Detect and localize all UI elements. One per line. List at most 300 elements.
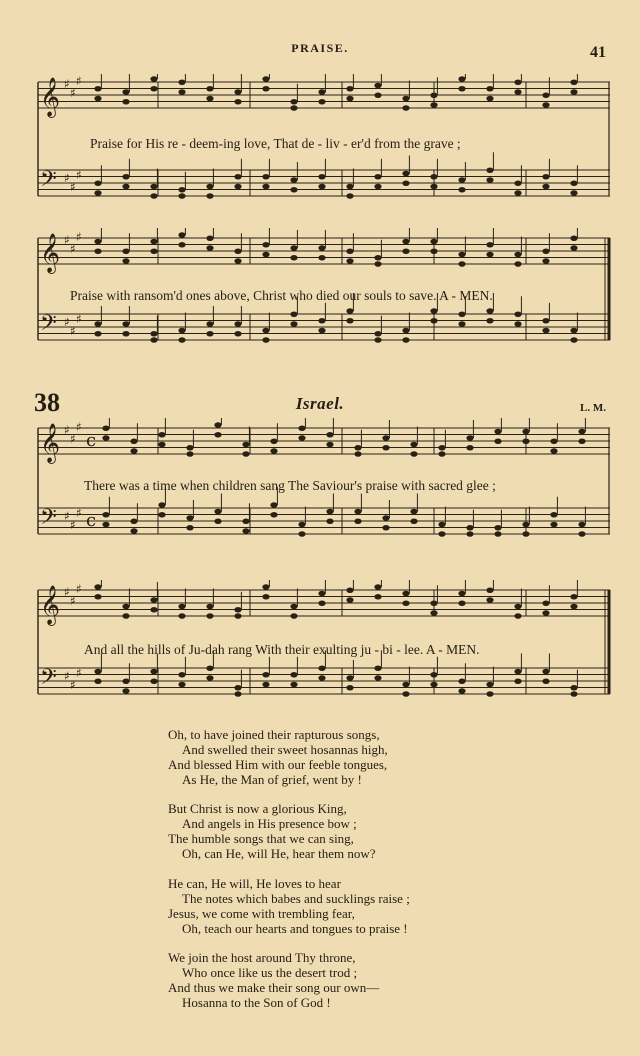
note-head [542, 318, 549, 324]
note-head [262, 594, 269, 600]
note-head [542, 248, 549, 254]
note-head [270, 502, 277, 508]
page-number: 41 [590, 44, 606, 61]
note-head [570, 79, 577, 85]
note-head [318, 184, 325, 190]
note-head [318, 99, 325, 105]
note-head [94, 594, 101, 600]
note-head [102, 435, 109, 441]
note-head [578, 438, 585, 444]
hymn-meter: L. M. [580, 402, 606, 414]
note-head [178, 604, 185, 610]
note-head [570, 594, 577, 600]
note-head [578, 429, 585, 435]
note-head [514, 190, 521, 196]
note-head [458, 321, 465, 327]
note-head [206, 184, 213, 190]
note-head [102, 425, 109, 431]
bass-clef-icon: 𝄢 [40, 167, 57, 197]
note-head [486, 177, 493, 183]
note-head [486, 682, 493, 688]
stanza-line: As He, the Man of grief, went by ! [182, 772, 362, 787]
note-head [514, 79, 521, 85]
music-system-4 [34, 580, 612, 720]
note-head [262, 337, 269, 343]
treble-clef-icon: 𝄞 [40, 233, 61, 273]
sharp-icon: ♯ [64, 423, 70, 437]
note-head [550, 522, 557, 528]
stanza-line: And thus we make their song our own— [168, 980, 380, 995]
note-head [150, 331, 157, 337]
note-head [206, 86, 213, 92]
note-head [354, 445, 361, 451]
note-head [542, 669, 549, 675]
note-head [234, 174, 241, 180]
sharp-icon: ♯ [70, 86, 76, 100]
note-head [122, 248, 129, 254]
note-head [122, 678, 129, 684]
note-head [178, 328, 185, 334]
hymn38-lyric-line2: And all the hills of Ju-dah rang With their exulting ju - bi - lee. A - MEN. [84, 642, 480, 657]
note-head [326, 518, 333, 524]
note-head [298, 435, 305, 441]
note-head [382, 515, 389, 521]
note-head [410, 442, 417, 448]
note-head [570, 328, 577, 334]
note-head [402, 682, 409, 688]
note-head [290, 682, 297, 688]
note-head [234, 613, 241, 619]
stanza-line: Oh, can He, will He, hear them now? [182, 846, 376, 861]
note-head [290, 105, 297, 111]
note-head [346, 587, 353, 593]
note-head [374, 584, 381, 590]
note-head [542, 328, 549, 334]
note-head [178, 682, 185, 688]
bass-clef-icon: 𝄢 [40, 505, 57, 535]
note-head [458, 678, 465, 684]
note-head [234, 99, 241, 105]
note-head [402, 591, 409, 597]
note-head [178, 79, 185, 85]
note-head [214, 422, 221, 428]
note-head [178, 232, 185, 238]
music-system-3 [34, 418, 612, 558]
hymn37-lyric-line1: Praise for His re - deem-ing love, That de - liv - er'd from the grave ; [90, 136, 461, 151]
note-head [94, 239, 101, 245]
note-head [466, 435, 473, 441]
note-head [514, 613, 521, 619]
note-head [94, 584, 101, 590]
treble-clef-icon: 𝄞 [40, 585, 61, 625]
note-head [458, 252, 465, 258]
note-head [402, 691, 409, 697]
note-head [318, 245, 325, 251]
sharp-icon: ♯ [64, 585, 70, 599]
sharp-icon: ♯ [76, 666, 82, 680]
note-head [430, 308, 437, 314]
note-head [514, 252, 521, 258]
note-head [290, 255, 297, 261]
note-head [94, 678, 101, 684]
note-head [466, 531, 473, 537]
note-head [346, 86, 353, 92]
note-head [570, 337, 577, 343]
note-head [514, 261, 521, 267]
note-head [542, 102, 549, 108]
note-head [410, 518, 417, 524]
note-head [290, 187, 297, 193]
note-head [458, 177, 465, 183]
note-head [234, 248, 241, 254]
note-head [290, 604, 297, 610]
stanza-line: We join the host around Thy throne, [168, 950, 356, 965]
note-head [242, 528, 249, 534]
note-head [458, 591, 465, 597]
note-head [150, 607, 157, 613]
note-head [410, 509, 417, 515]
note-head [514, 311, 521, 317]
note-head [94, 86, 101, 92]
note-head [150, 184, 157, 190]
stanza-line: He can, He will, He loves to hear [168, 876, 341, 891]
stanza-line: The humble songs that we can sing, [168, 831, 354, 846]
note-head [234, 258, 241, 264]
note-head [438, 451, 445, 457]
note-head [318, 665, 325, 671]
note-head [438, 522, 445, 528]
note-head [570, 604, 577, 610]
note-head [270, 512, 277, 518]
note-head [290, 177, 297, 183]
note-head [458, 261, 465, 267]
note-head [494, 531, 501, 537]
note-head [374, 337, 381, 343]
note-head [234, 685, 241, 691]
note-head [458, 311, 465, 317]
note-head [514, 669, 521, 675]
note-head [262, 328, 269, 334]
note-head [346, 248, 353, 254]
note-head [122, 604, 129, 610]
note-head [94, 321, 101, 327]
note-head [354, 451, 361, 457]
note-head [178, 613, 185, 619]
note-head [206, 604, 213, 610]
note-head [178, 89, 185, 95]
note-head [402, 337, 409, 343]
note-head [150, 239, 157, 245]
note-head [102, 512, 109, 518]
treble-clef-icon: 𝄞 [40, 77, 61, 117]
stanza-2 [168, 727, 388, 787]
note-head [102, 522, 109, 528]
note-head [178, 242, 185, 248]
note-head [402, 171, 409, 177]
note-head [206, 665, 213, 671]
note-head [290, 321, 297, 327]
note-head [346, 597, 353, 603]
note-head [290, 672, 297, 678]
note-head [486, 597, 493, 603]
sharp-icon: ♯ [76, 312, 82, 326]
note-head [514, 89, 521, 95]
note-head [234, 321, 241, 327]
note-head [318, 600, 325, 606]
note-head [458, 76, 465, 82]
note-head [206, 193, 213, 199]
common-time-icon: c [86, 510, 97, 531]
note-head [374, 594, 381, 600]
note-head [542, 92, 549, 98]
note-head [514, 180, 521, 186]
note-head [94, 331, 101, 337]
note-head [374, 331, 381, 337]
note-head [354, 518, 361, 524]
note-head [290, 99, 297, 105]
note-head [186, 525, 193, 531]
note-head [382, 445, 389, 451]
note-head [262, 86, 269, 92]
note-head [458, 688, 465, 694]
note-head [318, 328, 325, 334]
note-head [382, 525, 389, 531]
note-head [326, 442, 333, 448]
note-head [542, 610, 549, 616]
sharp-icon: ♯ [64, 77, 70, 91]
note-head [186, 445, 193, 451]
note-head [402, 248, 409, 254]
bass-clef-icon: 𝄢 [40, 311, 57, 341]
note-head [374, 665, 381, 671]
sharp-icon: ♯ [70, 594, 76, 608]
note-head [158, 442, 165, 448]
note-head [438, 531, 445, 537]
note-head [94, 248, 101, 254]
sharp-icon: ♯ [76, 230, 82, 244]
note-head [206, 321, 213, 327]
note-head [150, 337, 157, 343]
note-head [542, 258, 549, 264]
note-head [130, 448, 137, 454]
treble-clef-icon: 𝄞 [40, 423, 61, 463]
note-head [410, 451, 417, 457]
note-head [494, 429, 501, 435]
stanza-line: Oh, teach our hearts and tongues to praise ! [182, 921, 408, 936]
music-system-1 [34, 74, 612, 214]
note-head [150, 248, 157, 254]
note-head [402, 180, 409, 186]
note-head [94, 669, 101, 675]
note-head [262, 682, 269, 688]
note-head [466, 445, 473, 451]
note-head [94, 96, 101, 102]
note-head [298, 531, 305, 537]
note-head [262, 174, 269, 180]
note-head [346, 96, 353, 102]
note-head [550, 448, 557, 454]
note-head [94, 180, 101, 186]
sharp-icon: ♯ [70, 324, 76, 338]
note-head [206, 331, 213, 337]
note-head [290, 613, 297, 619]
note-head [346, 308, 353, 314]
sharp-icon: ♯ [76, 506, 82, 520]
note-head [262, 184, 269, 190]
note-head [206, 245, 213, 251]
note-head [262, 672, 269, 678]
note-head [318, 89, 325, 95]
sharp-icon: ♯ [70, 180, 76, 194]
note-head [298, 425, 305, 431]
stanza-line: And blessed Him with our feeble tongues, [168, 757, 388, 772]
stanza-line: Who once like us the desert trod ; [182, 965, 358, 980]
note-head [486, 242, 493, 248]
note-head [542, 174, 549, 180]
sharp-icon: ♯ [76, 420, 82, 434]
sharp-icon: ♯ [70, 242, 76, 256]
note-head [458, 187, 465, 193]
note-head [178, 187, 185, 193]
note-head [234, 691, 241, 697]
note-head [262, 76, 269, 82]
note-head [234, 89, 241, 95]
note-head [214, 432, 221, 438]
note-head [122, 321, 129, 327]
note-head [578, 531, 585, 537]
note-head [130, 528, 137, 534]
note-head [122, 613, 129, 619]
note-head [346, 318, 353, 324]
note-head [570, 691, 577, 697]
note-head [270, 448, 277, 454]
hymn37-lyric-line2: Praise with ransom'd ones above, Christ who died our souls to save. A - MEN. [70, 288, 493, 303]
note-head [570, 180, 577, 186]
note-head [402, 328, 409, 334]
note-head [150, 86, 157, 92]
note-head [122, 688, 129, 694]
note-head [346, 184, 353, 190]
note-head [150, 76, 157, 82]
note-head [178, 672, 185, 678]
sharp-icon: ♯ [64, 233, 70, 247]
running-title: PRAISE. [291, 41, 349, 55]
sharp-icon: ♯ [64, 669, 70, 683]
music-system-2 [34, 228, 612, 368]
stanza-line: And swelled their sweet hosannas high, [182, 742, 388, 757]
note-head [458, 600, 465, 606]
note-head [486, 308, 493, 314]
note-head [458, 86, 465, 92]
note-head [374, 174, 381, 180]
note-head [438, 445, 445, 451]
note-head [158, 502, 165, 508]
note-head [354, 509, 361, 515]
note-head [402, 600, 409, 606]
note-head [206, 96, 213, 102]
note-head [542, 600, 549, 606]
hymn-title: Israel. [295, 394, 345, 413]
note-head [158, 512, 165, 518]
note-head [550, 438, 557, 444]
note-head [346, 258, 353, 264]
bass-clef-icon: 𝄢 [40, 665, 57, 695]
note-head [486, 167, 493, 173]
note-head [186, 451, 193, 457]
note-head [122, 331, 129, 337]
note-head [242, 451, 249, 457]
note-head [122, 184, 129, 190]
note-head [570, 245, 577, 251]
note-head [150, 597, 157, 603]
note-head [514, 604, 521, 610]
note-head [318, 318, 325, 324]
sharp-icon: ♯ [76, 74, 82, 88]
sharp-icon: ♯ [64, 171, 70, 185]
note-head [178, 337, 185, 343]
common-time-icon: c [86, 430, 97, 451]
note-head [346, 193, 353, 199]
note-head [486, 318, 493, 324]
note-head [318, 591, 325, 597]
note-head [234, 184, 241, 190]
stanza-line: Hosanna to the Son of God ! [182, 995, 331, 1010]
sharp-icon: ♯ [64, 315, 70, 329]
stanza-3 [168, 801, 376, 861]
note-head [346, 675, 353, 681]
note-head [242, 518, 249, 524]
stanza-4 [168, 876, 410, 936]
note-head [262, 252, 269, 258]
note-head [486, 587, 493, 593]
note-head [402, 96, 409, 102]
note-head [206, 235, 213, 241]
note-head [578, 522, 585, 528]
note-head [318, 174, 325, 180]
note-head [486, 96, 493, 102]
note-head [382, 435, 389, 441]
note-head [542, 678, 549, 684]
note-head [318, 675, 325, 681]
sharp-icon: ♯ [76, 582, 82, 596]
note-head [242, 442, 249, 448]
note-head [466, 525, 473, 531]
sharp-icon: ♯ [64, 509, 70, 523]
note-head [290, 245, 297, 251]
note-head [486, 252, 493, 258]
note-head [374, 92, 381, 98]
note-head [122, 258, 129, 264]
note-head [290, 311, 297, 317]
note-head [94, 190, 101, 196]
note-head [486, 691, 493, 697]
note-head [214, 509, 221, 515]
note-head [122, 99, 129, 105]
note-head [130, 518, 137, 524]
sharp-icon: ♯ [76, 168, 82, 182]
note-head [158, 432, 165, 438]
note-head [206, 613, 213, 619]
note-head [570, 190, 577, 196]
note-head [514, 321, 521, 327]
note-head [550, 512, 557, 518]
note-head [270, 438, 277, 444]
note-head [206, 675, 213, 681]
note-head [150, 669, 157, 675]
note-head [130, 438, 137, 444]
note-head [402, 239, 409, 245]
stanza-line: But Christ is now a glorious King, [168, 801, 347, 816]
